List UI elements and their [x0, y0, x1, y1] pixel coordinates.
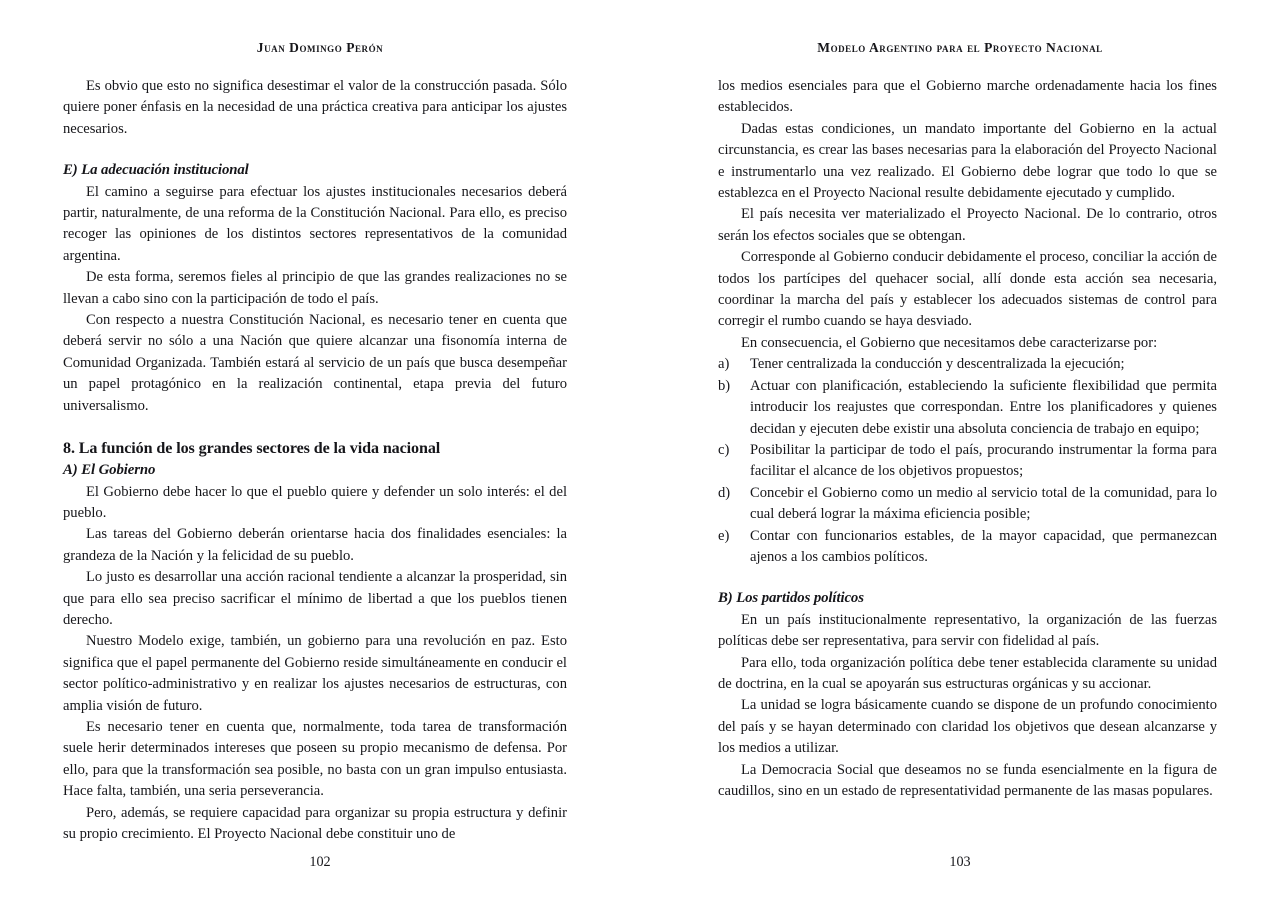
- running-head-left: Juan Domingo Perón: [256, 40, 384, 55]
- subheading-a: A) El Gobierno: [63, 462, 156, 479]
- list-item: [718, 526, 1217, 569]
- list-item-marker: a): [718, 356, 730, 373]
- paragraph: Nuestro Modelo exige, también, un gobierno para una revolución en paz. Esto significa que el papel permanente del Gobierno reside simultáneamente en conducir el sector político-administrativo y en realizar los ajustes necesarios de estructuras, con amplia visión de futuro.: [63, 633, 567, 714]
- paragraph: En un país institucionalmente representativo, la organización de las fuerzas políticas debe ser representativa, para servir con fidelidad al país.: [718, 611, 1217, 650]
- list-item-marker: e): [718, 527, 730, 544]
- text-column-left: [63, 76, 567, 845]
- lettered-list: [718, 354, 1217, 568]
- paragraph: El camino a seguirse para efectuar los ajustes institucionales necesarios deberá partir, naturalmente, de una reforma de la Constitución Nacional. Para ello, es preciso recoger las opiniones de los distintos sectores representativos de la comunidad argentina.: [63, 183, 567, 264]
- paragraph: Para ello, toda organización política debe tener establecida claramente su unidad de doctrina, en la cual se apoyarán sus estructuras orgánicas y su accionar.: [718, 654, 1217, 692]
- paragraph: los medios esenciales para que el Gobierno marche ordenadamente hacia los fines establecidos.: [718, 78, 1217, 116]
- list-item: [718, 483, 1217, 526]
- page-right: [640, 0, 1280, 897]
- list-item: [718, 376, 1217, 440]
- list-item-text: Concebir el Gobierno como un medio al servicio total de la comunidad, para lo cual deberá lograr la máxima eficiencia posible;: [750, 484, 1217, 523]
- paragraph: Lo justo es desarrollar una acción racional tendiente a alcanzar la prosperidad, sin que para ello sea preciso sacrificar el mínimo de libertad a que los pueblos tienen derecho.: [63, 569, 567, 628]
- paragraph: De esta forma, seremos fieles al principio de que las grandes realizaciones no se llevan a cabo sino con la participación de todo el país.: [63, 269, 567, 307]
- list-item-marker: b): [718, 377, 731, 394]
- page-number-right: 103: [949, 854, 971, 870]
- section-heading-8: 8. La función de los grandes sectores de la vida nacional: [63, 440, 441, 458]
- paragraph: En consecuencia, el Gobierno que necesitamos debe caracterizarse por:: [741, 334, 1158, 351]
- text-column-right: [718, 76, 1217, 802]
- paragraph: Pero, además, se requiere capacidad para organizar su propia estructura y definir su propio crecimiento. El Proyecto Nacional debe constituir uno de: [63, 804, 567, 842]
- list-item-marker: c): [718, 441, 730, 458]
- list-item: [718, 440, 1217, 483]
- list-item-marker: d): [718, 484, 731, 501]
- paragraph: Es obvio que esto no significa desestimar el valor de la construcción pasada. Sólo quiere poner énfasis en la necesidad de una práctica creativa para anticipar los ajustes necesarios.: [63, 78, 567, 137]
- list-item-text: Posibilitar la participar de todo el país, procurando instrumentar la forma para facilitar el alcance de los objetivos propuestos;: [750, 441, 1217, 480]
- paragraph: Las tareas del Gobierno deberán orientarse hacia dos finalidades esenciales: la grandeza de la Nación y la felicidad de su pueblo.: [63, 526, 567, 564]
- subheading-b: B) Los partidos políticos: [718, 590, 864, 607]
- list-item-text: Tener centralizada la conducción y descentralizada la ejecución;: [750, 356, 1125, 373]
- paragraph: Dadas estas condiciones, un mandato importante del Gobierno en la actual circunstancia, es crear las bases necesarias para la elaboración del Proyecto Nacional e instrumentarlo una vez realizado. El Gobierno debe lograr que todo lo que se establezca en el Proyecto Nacional resulte debidamente ejecutado y cumplido.: [718, 120, 1217, 202]
- list-item-text: Actuar con planificación, estableciendo la suficiente flexibilidad que permita introducir los reajustes que correspondan. Entre los planificadores y quienes decidan y ejecuten debe existir una absoluta conciencia de trabajo en equipo;: [750, 377, 1217, 437]
- subheading-e: E) La adecuación institucional: [63, 162, 249, 179]
- paragraph: La Democracia Social que deseamos no se funda esencialmente en la figura de caudillos, sino en un estado de representatividad permanente de las masas populares.: [718, 761, 1217, 799]
- paragraph: Con respecto a nuestra Constitución Nacional, es necesario tener en cuenta que deberá servir no sólo a una Nación que quiere alcanzar una fisonomía interna de Comunidad Organizada. También estará al servicio de un país que busca desempeñar un papel protagónico en la realización continental, etapa previa del futuro universalismo.: [63, 312, 567, 414]
- paragraph: El Gobierno debe hacer lo que el pueblo quiere y defender un solo interés: el del pueblo.: [63, 483, 567, 521]
- paragraph: La unidad se logra básicamente cuando se dispone de un profundo conocimiento del país y se hayan determinado con claridad los objetivos que desean alcanzarse y los medios a utilizar.: [718, 697, 1217, 757]
- page-number-left: 102: [309, 854, 331, 870]
- paragraph: El país necesita ver materializado el Proyecto Nacional. De lo contrario, otros serán los efectos sociales que se obtengan.: [718, 206, 1217, 244]
- paragraph: Es necesario tener en cuenta que, normalmente, toda tarea de transformación suele herir determinados intereses que poseen su propio mecanismo de defensa. Por ello, para que la transformación sea posible, no basta con un gran impulso entusiasta. Hace falta, también, una seria perseverancia.: [63, 718, 567, 800]
- paragraph: Corresponde al Gobierno conducir debidamente el proceso, conciliar la acción de todos los partícipes del quehacer social, allí donde esta acción sea necesaria, coordinar la marcha del país y establecer los adecuados sistemas de control para corregir el rumbo cuando se haya desviado.: [718, 249, 1217, 330]
- running-head-right: Modelo Argentino para el Proyecto Nacional: [817, 40, 1103, 55]
- list-item-text: Contar con funcionarios estables, de la mayor capacidad, que permanezcan ajenos a los cambios políticos.: [750, 527, 1217, 565]
- list-item: [718, 354, 1217, 375]
